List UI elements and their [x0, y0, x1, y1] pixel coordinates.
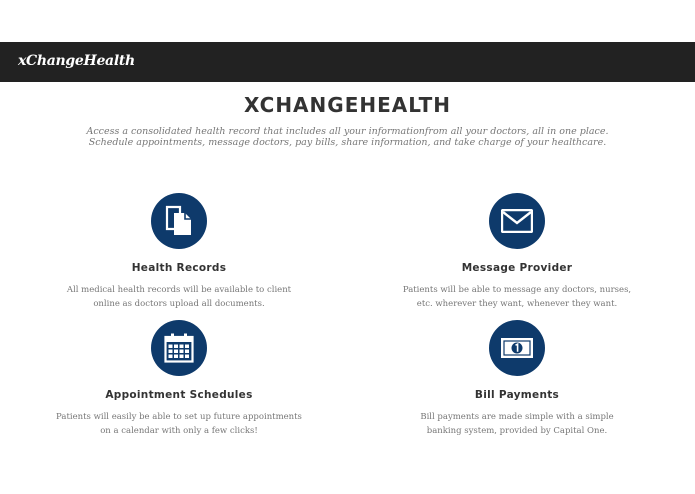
money-icon — [500, 337, 534, 359]
feature-title: Health Records — [131, 262, 227, 274]
document-icon — [164, 205, 194, 237]
health-records-icon-circle — [151, 193, 207, 249]
feature-description — [49, 410, 309, 438]
feature-appointment-schedules — [49, 320, 309, 438]
feature-health-records — [49, 193, 309, 311]
calendar-icon — [164, 333, 194, 363]
feature-desc-line: on a calendar with only a few clicks! — [100, 426, 258, 436]
feature-title: Bill Payments — [474, 389, 560, 401]
subtitle-line-2: Schedule appointments, message doctors, pay bills, share information, and take charge of your healthcare. — [88, 137, 607, 148]
message-provider-icon-circle — [489, 193, 545, 249]
envelope-icon — [501, 209, 533, 233]
top-navbar — [0, 42, 695, 82]
feature-desc-line: banking system, provided by Capital One. — [426, 426, 608, 436]
feature-description — [49, 283, 309, 311]
feature-bill-payments — [387, 320, 647, 438]
bill-payments-icon-circle — [489, 320, 545, 376]
feature-desc-line: online as doctors upload all documents. — [93, 299, 265, 309]
feature-title: Appointment Schedules — [105, 389, 253, 401]
page-subtitle — [60, 126, 635, 148]
feature-title: Message Provider — [461, 262, 573, 274]
feature-desc-line: etc. wherever they want, whenever they want. — [416, 299, 618, 309]
feature-desc-line: All medical health records will be available to client — [66, 285, 292, 295]
brand-logo[interactable]: xChangeHealth — [18, 53, 135, 69]
feature-description — [387, 283, 647, 311]
subtitle-line-1: Access a consolidated health record that includes all your informationfrom all your doctors, all in one place. — [86, 126, 609, 137]
page-title: XCHANGEHEALTH — [243, 93, 452, 117]
feature-desc-line: Patients will be able to message any doctors, nurses, — [402, 285, 632, 295]
feature-message-provider — [387, 193, 647, 311]
feature-desc-line: Bill payments are made simple with a simple — [420, 412, 614, 422]
feature-description — [387, 410, 647, 438]
feature-desc-line: Patients will easily be able to set up future appointments — [56, 412, 302, 422]
appointment-schedules-icon-circle — [151, 320, 207, 376]
